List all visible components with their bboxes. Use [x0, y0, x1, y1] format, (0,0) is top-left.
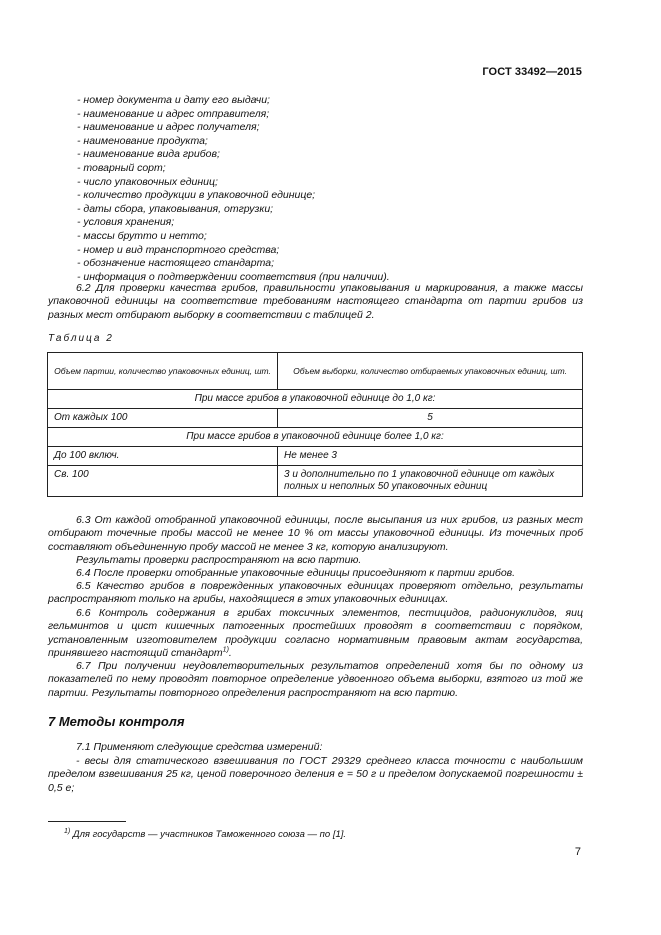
table-group-label: При массе грибов в упаковочной единице более 1,0 кг:	[48, 428, 583, 447]
paragraph-6-6	[48, 607, 583, 661]
list-item: - наименование и адрес отправителя;	[77, 107, 270, 120]
table-cell: От каждых 100	[48, 409, 278, 428]
list-item: - наименование вида грибов;	[77, 148, 220, 161]
paragraph-6-3-result: Результаты проверки распространяют на всю партию.	[76, 554, 362, 566]
table-header-cell: Объем партии, количество упаковочных единиц, шт.	[48, 353, 278, 390]
paragraph-6-7: 6.7 При получении неудовлетворительных результатов определений хотя бы по одному из показателей по нему проводят повторное определение удвоенного объема выборки, взятого из той же партии. Результаты повторного определения распространяют на всю партию.	[48, 660, 583, 699]
list-item: - информация о подтверждении соответствия (при наличии).	[77, 270, 390, 283]
list-item: - обозначение настоящего стандарта;	[77, 257, 274, 270]
table-group-row	[48, 390, 583, 409]
table-caption: Таблица 2	[48, 333, 114, 344]
document-code: ГОСТ 33492—2015	[482, 66, 582, 78]
accompanying-document-list	[77, 94, 597, 284]
table-cell: Св. 100	[48, 466, 278, 497]
table-cell: 3 и дополнительно по 1 упаковочной единице от каждых полных и неполных 50 упаковочных единиц	[278, 466, 583, 497]
footnote-text: Для государств — участников Таможенного союза — по [1].	[72, 829, 347, 840]
page-number: 7	[574, 846, 581, 858]
table-cell: Не менее 3	[278, 447, 583, 466]
list-item: - массы брутто и нетто;	[77, 229, 207, 242]
paragraph-7-1: 7.1 Применяют следующие средства измерений:	[76, 741, 323, 753]
paragraph-6-3: 6.3 От каждой отобранной упаковочной единицы, после высыпания из них грибов, из разных мест отбирают точечные пробы массой не менее 10 % от массы упаковочной единицы. Из точечных проб составляют объединенную пробу массой не менее 3 кг, которую анализируют.	[48, 514, 583, 553]
list-item: - число упаковочных единиц;	[77, 175, 218, 188]
list-item: - условия хранения;	[77, 216, 175, 229]
footnote-divider	[48, 821, 126, 822]
footnote-marker: 1)	[64, 827, 71, 835]
list-item: - номер документа и дату его выдачи;	[77, 94, 270, 106]
list-item: - наименование и адрес получателя;	[77, 121, 260, 134]
paragraph-7-1-scales: - весы для статического взвешивания по ГОСТ 29329 среднего класса точности с наибольшим пределом взвешивания 25 кг, ценой поверочного деления е = 50 г и пределом допускаемой погрешности ± 0,5 е;	[48, 755, 583, 794]
paragraph-6-6-end: .	[228, 647, 232, 660]
table-header-cell: Объем выборки, количество отбираемых упаковочных единиц, шт.	[278, 353, 583, 390]
table-group-row	[48, 428, 583, 447]
paragraph-6-6-text: 6.6 Контроль содержания в грибах токсичных элементов, пестицидов, радионуклидов, яиц гельминтов и цист кишечных патогенных простейших проводят в соответствии с порядком, установленным изготовителем продукции согласно нормативным правовым актам государства, принявшего настоящий стандарт	[48, 607, 583, 660]
table-cell: До 100 включ.	[48, 447, 278, 466]
list-item: - товарный сорт;	[77, 161, 166, 174]
table-header-row	[48, 353, 583, 390]
footnote	[64, 829, 346, 840]
table-row	[48, 447, 583, 466]
table-row	[48, 409, 583, 428]
list-item: - наименование продукта;	[77, 134, 208, 147]
footnote-ref[interactable]: 1)	[222, 646, 229, 654]
table-cell: 5	[278, 409, 583, 428]
table-row	[48, 466, 583, 497]
list-item: - номер и вид транспортного средства;	[77, 243, 280, 256]
table-group-label: При массе грибов в упаковочной единице до 1,0 кг:	[48, 390, 583, 409]
sampling-table	[47, 352, 583, 497]
paragraph-6-4: 6.4 После проверки отобранные упаковочные единицы присоединяют к партии грибов.	[76, 567, 516, 579]
paragraph-6-2: 6.2 Для проверки качества грибов, правильности упаковывания и маркирования, а также массы упаковочной единицы на соответствие требованиям настоящего стандарта от партии грибов из разных мест отбирают выборку в соответствии с таблицей 2.	[48, 282, 583, 321]
list-item: - количество продукции в упаковочной единице;	[77, 189, 316, 202]
paragraph-6-5: 6.5 Качество грибов в поврежденных упаковочных единицах проверяют отдельно, результаты распространяют только на грибы, находящиеся в этих упаковочных единицах.	[48, 580, 583, 606]
list-item: - даты сбора, упаковывания, отгрузки;	[77, 202, 274, 215]
section-title: 7 Методы контроля	[48, 714, 185, 729]
